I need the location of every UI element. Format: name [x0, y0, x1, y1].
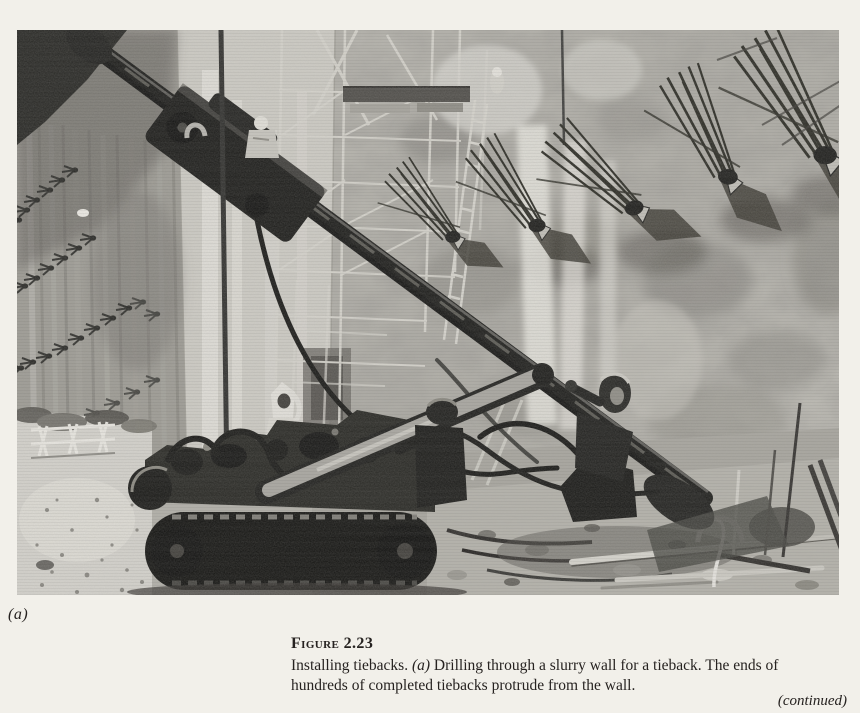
caption-text: Installing tiebacks.: [291, 657, 412, 674]
caption-line-2: hundreds of completed tiebacks protrude from the wall.: [291, 677, 636, 694]
figure-caption: [291, 635, 851, 696]
scan-banding: [17, 30, 839, 595]
caption-line-1: [291, 656, 851, 676]
figure-photo: [17, 30, 839, 595]
construction-photo: [17, 30, 839, 595]
figure-number: Figure 2.23: [291, 635, 374, 652]
photo-part-label: (a): [8, 606, 29, 623]
caption-text: Drilling through a slurry wall for a tieback. The ends of: [430, 657, 779, 674]
caption-part-ref: (a): [411, 657, 431, 674]
continued-note: (continued): [777, 693, 847, 709]
